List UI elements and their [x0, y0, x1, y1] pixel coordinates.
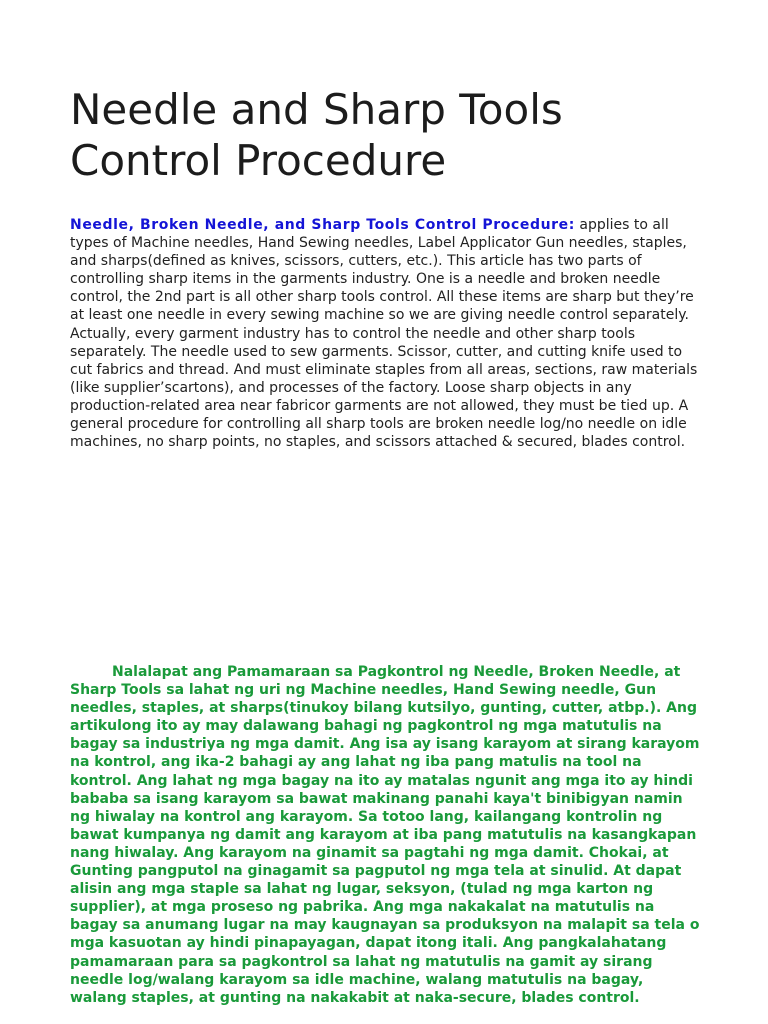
- filipino-body-text: Nalalapat ang Pamamaraan sa Pagkontrol ng Needle, Broken Needle, at Sharp Tools sa lahat ng uri ng Machine needles, Hand Sewing needle, Gun needles, staples, at sharps(tinukoy bilang kutsilyo, gunting, cutter, atbp.). Ang artikulong ito ay may dalawang bahagi ng pagkontrol ng mga matutulis na bagay sa industriya ng mga damit. Ang isa ay isang karayom at sirang karayom na kontrol, ang ika-2 bahagi ay ang lahat ng iba pang matulis na tool na kontrol. Ang lahat ng mga bagay na ito ay matalas ngunit ang mga ito ay hindi bababa sa isang karayom sa bawat makinang panahi kaya't binibigyan namin ng hiwalay na kontrol ang karayom. Sa totoo lang, kailangang kontrolin ng bawat kumpanya ng damit ang karayom at iba pang matutulis na kasangkapan nang hiwalay. Ang karayom na ginamit sa pagtahi ng mga damit. Chokai, at Gunting pangputol na ginagamit sa pagputol ng mga tela at sinulid. At dapat alisin ang mga staple sa lahat ng lugar, seksyon, (tulad ng mga karton ng supplier), at mga proseso ng pabrika. Ang mga nakakalat na matutulis na bagay sa anumang lugar na may kaugnayan sa produksyon na malapit sa tela o mga kasuotan ay hindi pinapayagan, dapat itong itali. Ang pangkalahatang pamamaraan para sa pagkontrol sa lahat ng matutulis na gamit ay sirang needle log/walang karayom sa idle machine, walang matutulis na bagay, walang staples, at gunting na nakakabit at naka-secure, blades control.: [70, 664, 700, 1006]
- document-title: Needle and Sharp Tools Control Procedure: [70, 85, 563, 185]
- english-lead-heading: Needle, Broken Needle, and Sharp Tools Control Procedure:: [70, 217, 575, 233]
- english-paragraph: [70, 216, 700, 451]
- filipino-paragraph: [70, 663, 700, 1007]
- english-body-text: applies to all types of Machine needles, Hand Sewing needles, Label Applicator Gun needles, staples, and sharps(defined as knives, scissors, cutters, etc.). This article has two parts of controlling sharp items in the garments industry. One is a needle and broken needle control, the 2nd part is all other sharp tools control. All these items are sharp but they’re at least one needle in every sewing machine so we are giving needle control separately. Actually, every garment industry has to control the needle and other sharp tools separately. The needle used to sew garments. Scissor, cutter, and cutting knife used to cut fabrics and thread. And must eliminate staples from all areas, sections, raw materials (like supplier’scartons), and processes of the factory. Loose sharp objects in any production-related area near fabricor garments are not allowed, they must be tied up. A general procedure for controlling all sharp tools are broken needle log/no needle on idle machines, no sharp points, no staples, and scissors attached & secured, blades control.: [70, 217, 698, 451]
